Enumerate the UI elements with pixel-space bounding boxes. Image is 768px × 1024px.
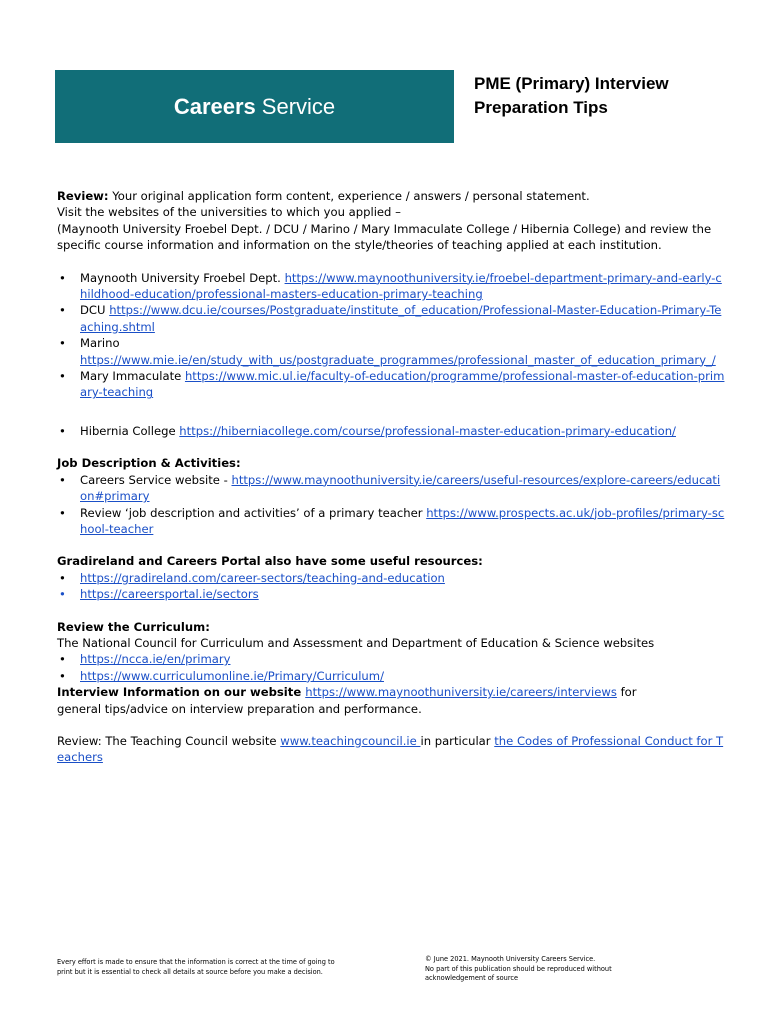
curriculum-text: The National Council for Curriculum and Assessment and Department of Education & Science websites xyxy=(57,635,655,650)
list-item xyxy=(57,505,727,538)
document-body xyxy=(57,188,727,766)
list-item xyxy=(57,651,727,667)
teaching-council-link[interactable]: www.teachingcouncil.ie xyxy=(280,733,421,748)
curriculum-list xyxy=(57,651,727,684)
list-item xyxy=(57,668,727,684)
careers-service-banner xyxy=(55,70,454,143)
careersportal-link[interactable]: https://careersportal.ie/sectors xyxy=(80,587,259,602)
review-line-2: Visit the websites of the universities to which you applied – xyxy=(57,205,401,220)
university-link[interactable]: https://www.mic.ul.ie/faculty-of-education/programme/professional-master-of-education-primary-teaching xyxy=(80,369,725,400)
footer-line: print but it is essential to check all details at source before you make a decision. xyxy=(57,967,323,976)
job-heading: Job Description & Activities: xyxy=(57,456,241,471)
teaching-council-middle: in particular xyxy=(420,733,495,748)
list-item xyxy=(57,472,727,505)
banner-text: Service xyxy=(261,93,336,119)
document-title xyxy=(474,72,734,120)
prospects-link[interactable]: https://www.prospects.ac.uk/job-profiles/primary-school-teacher xyxy=(80,505,725,536)
list-item xyxy=(57,270,727,303)
ncca-link[interactable]: https://ncca.ie/en/primary xyxy=(80,652,231,667)
interview-line-2: general tips/advice on interview preparation and performance. xyxy=(57,701,422,716)
title-line-1: PME (Primary) Interview xyxy=(474,74,669,93)
curriculumonline-link[interactable]: https://www.curriculumonline.ie/Primary/Curriculum/ xyxy=(80,668,384,683)
list-item xyxy=(57,302,727,335)
university-link[interactable]: https://www.maynoothuniversity.ie/froebel-department-primary-and-early-childhood-education/professional-masters-education-primary-teaching xyxy=(80,270,722,302)
footer-line: Every effort is made to ensure that the information is correct at the time of going to xyxy=(57,958,335,966)
interview-after-text: for xyxy=(616,685,637,700)
interviews-link[interactable]: https://www.maynoothuniversity.ie/careers/interviews xyxy=(305,685,617,700)
interview-paragraph xyxy=(57,684,727,700)
codes-of-conduct-link[interactable]: the Codes of Professional Conduct for Teachers xyxy=(57,733,724,765)
gradireland-list xyxy=(57,570,727,603)
gradireland-heading: Gradireland and Careers Portal also have some useful resources: xyxy=(57,554,483,569)
list-item xyxy=(57,423,727,439)
gradireland-link[interactable]: https://gradireland.com/career-sectors/teaching-and-education xyxy=(80,570,445,585)
university-link[interactable]: https://hiberniacollege.com/course/professional-master-education-primary-education/ xyxy=(179,423,676,438)
footer-disclaimer xyxy=(57,958,377,977)
review-text: Your original application form content, experience / answers / personal statement. xyxy=(108,189,590,203)
job-item-text: Review ‘job description and activities’ of a primary teacher xyxy=(80,505,427,520)
interview-label: Interview Information on our website xyxy=(57,685,306,700)
list-item xyxy=(57,586,727,602)
university-name: Marino xyxy=(80,336,120,351)
list-item xyxy=(57,570,727,586)
university-link[interactable]: https://www.dcu.ie/courses/Postgraduate/institute_of_education/Professional-Master-Education-Primary-Teaching.shtml xyxy=(80,303,722,334)
teaching-council-text: Review: The Teaching Council website xyxy=(57,733,281,748)
title-line-2: Preparation Tips xyxy=(474,98,608,117)
footer-copyright xyxy=(425,955,685,984)
job-list xyxy=(57,472,727,538)
list-item xyxy=(57,368,727,401)
university-name: Maynooth University Froebel Dept. xyxy=(80,270,285,285)
university-name: Mary Immaculate xyxy=(80,369,185,384)
curriculum-heading: Review the Curriculum: xyxy=(57,619,210,634)
university-name: DCU xyxy=(80,303,110,318)
footer-line: © June 2021. Maynooth University Careers Service. xyxy=(425,955,596,963)
university-list xyxy=(57,270,727,440)
careers-service-link[interactable]: https://www.maynoothuniversity.ie/careers/useful-resources/explore-careers/education#primary xyxy=(80,472,721,504)
footer-line: No part of this publication should be reproduced without xyxy=(425,964,612,973)
banner-bold-text: Careers xyxy=(173,93,256,119)
university-link[interactable]: https://www.mie.ie/en/study_with_us/postgraduate_programmes/professional_master_of_education_primary_/ xyxy=(80,352,716,367)
review-label: Review: xyxy=(57,189,109,203)
review-paragraph xyxy=(57,188,727,204)
footer-line: acknowledgement of source xyxy=(425,974,519,982)
university-name: Hibernia College xyxy=(80,423,180,438)
list-item xyxy=(57,335,727,368)
review-line-3: (Maynooth University Froebel Dept. / DCU / Marino / Mary Immaculate College / Hibernia College) and review the specific course information and information on the style/theories of teaching applied at each institution. xyxy=(57,221,712,253)
job-item-text: Careers Service website - xyxy=(80,472,232,487)
teaching-council-paragraph xyxy=(57,733,727,766)
